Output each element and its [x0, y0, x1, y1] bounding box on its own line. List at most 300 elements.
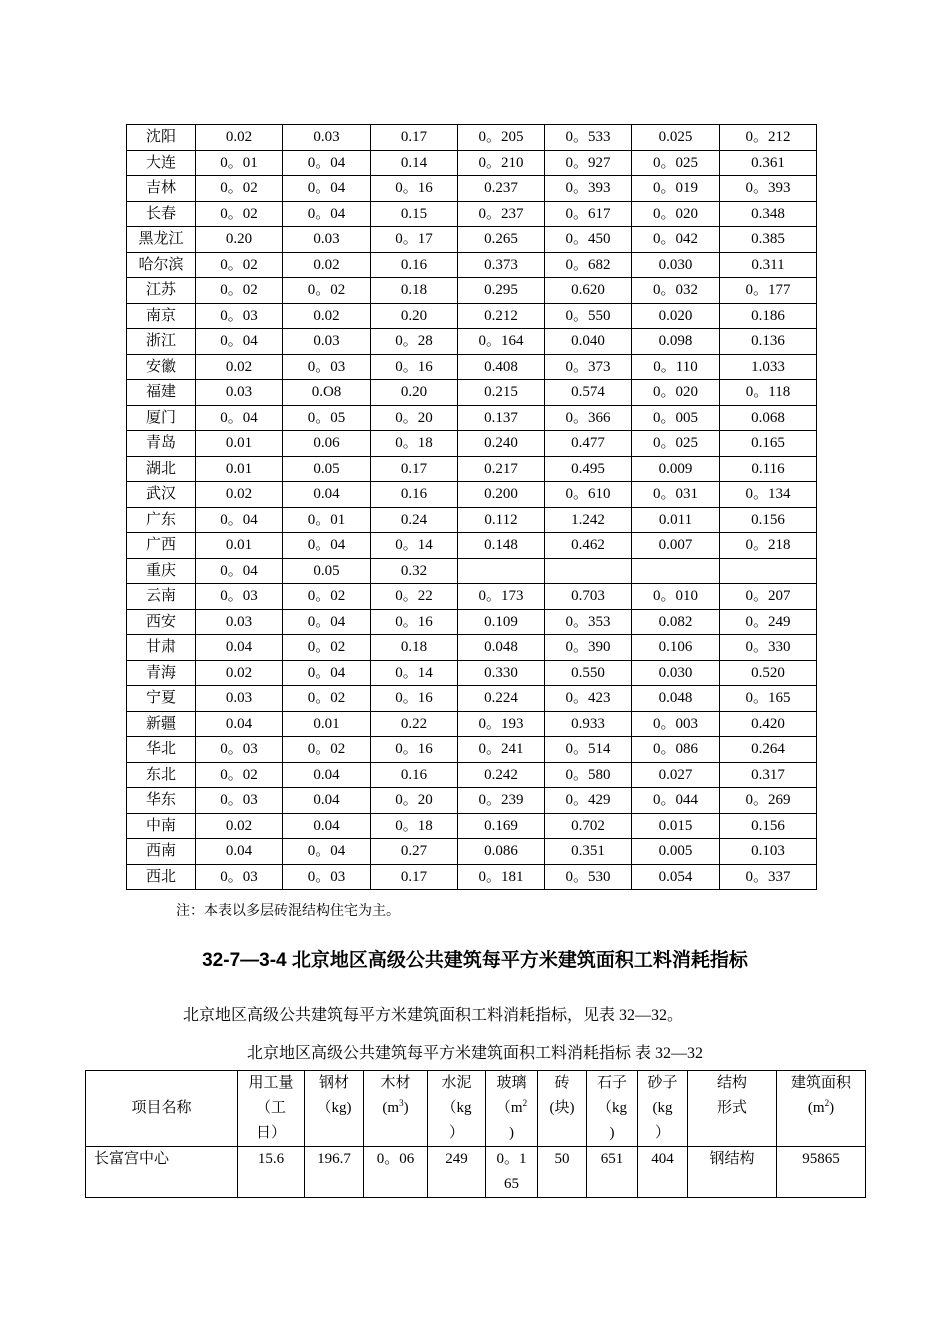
table-row — [86, 1147, 866, 1198]
value-cell: 0.04 — [196, 635, 283, 661]
value-cell: 0。04 — [283, 176, 371, 202]
region-cell: 吉林 — [127, 176, 196, 202]
table-row — [127, 252, 817, 278]
value-cell: 0.03 — [283, 125, 371, 151]
value-cell: 0.385 — [720, 227, 817, 253]
table-row — [127, 762, 817, 788]
table-row — [127, 125, 817, 151]
value-cell: 0。373 — [545, 354, 632, 380]
value-cell: 0。02 — [196, 201, 283, 227]
table-row — [127, 431, 817, 457]
value-cell: 0.02 — [283, 252, 371, 278]
value-cell: 0。02 — [196, 252, 283, 278]
value-cell: 0。20 — [371, 788, 458, 814]
value-cell: 0.02 — [196, 482, 283, 508]
value-cell: 0。330 — [720, 635, 817, 661]
value-cell: 0。14 — [371, 533, 458, 559]
region-cell: 宁夏 — [127, 686, 196, 712]
material-consumption-table — [126, 124, 817, 890]
value-cell: 0.295 — [458, 278, 545, 304]
value-cell: 0.030 — [632, 252, 720, 278]
value-cell: 0.01 — [196, 456, 283, 482]
value-cell: 0。02 — [283, 635, 371, 661]
value-cell: 0.16 — [371, 482, 458, 508]
value-cell: 0.04 — [283, 813, 371, 839]
value-cell: 0。16 — [371, 609, 458, 635]
labor-cell: 15.6 — [238, 1147, 305, 1198]
value-cell: 0.O8 — [283, 380, 371, 406]
value-cell: 0.054 — [632, 864, 720, 890]
region-cell: 浙江 — [127, 329, 196, 355]
value-cell: 0。530 — [545, 864, 632, 890]
value-cell: 0。03 — [283, 354, 371, 380]
value-cell: 0.04 — [283, 762, 371, 788]
value-cell: 0。16 — [371, 354, 458, 380]
value-cell: 0.148 — [458, 533, 545, 559]
value-cell — [458, 558, 545, 584]
value-cell: 0.20 — [196, 227, 283, 253]
value-cell: 0。393 — [720, 176, 817, 202]
table-row — [127, 278, 817, 304]
value-cell: 0.02 — [196, 813, 283, 839]
value-cell: 0.18 — [371, 635, 458, 661]
value-cell: 0。173 — [458, 584, 545, 610]
value-cell: 0。03 — [196, 788, 283, 814]
value-cell: 0。18 — [371, 431, 458, 457]
value-cell: 0.933 — [545, 711, 632, 737]
value-cell: 0.030 — [632, 660, 720, 686]
region-cell: 长春 — [127, 201, 196, 227]
brick-cell: 50 — [538, 1147, 587, 1198]
value-cell: 0.025 — [632, 125, 720, 151]
value-cell: 0.007 — [632, 533, 720, 559]
value-cell: 0。04 — [196, 507, 283, 533]
value-cell: 0。269 — [720, 788, 817, 814]
value-cell: 0.550 — [545, 660, 632, 686]
value-cell: 0。610 — [545, 482, 632, 508]
value-cell: 0。193 — [458, 711, 545, 737]
value-cell: 0.237 — [458, 176, 545, 202]
value-cell: 0.156 — [720, 813, 817, 839]
value-cell: 0.01 — [196, 533, 283, 559]
value-cell: 0。22 — [371, 584, 458, 610]
value-cell: 0.02 — [283, 303, 371, 329]
value-cell: 0.22 — [371, 711, 458, 737]
region-cell: 青海 — [127, 660, 196, 686]
table-row — [127, 150, 817, 176]
beijing-public-building-table — [85, 1070, 866, 1198]
table-row — [127, 686, 817, 712]
value-cell: 0.04 — [283, 482, 371, 508]
value-cell: 0。241 — [458, 737, 545, 763]
value-cell: 0。02 — [196, 762, 283, 788]
value-cell: 0.027 — [632, 762, 720, 788]
value-cell: 0。04 — [283, 201, 371, 227]
value-cell: 0。237 — [458, 201, 545, 227]
region-cell: 西安 — [127, 609, 196, 635]
value-cell: 0。05 — [283, 405, 371, 431]
table-row — [127, 303, 817, 329]
value-cell: 0.04 — [196, 711, 283, 737]
sand-cell: 404 — [638, 1147, 688, 1198]
value-cell: 0.156 — [720, 507, 817, 533]
value-cell: 0。03 — [196, 584, 283, 610]
region-cell: 东北 — [127, 762, 196, 788]
region-cell: 华东 — [127, 788, 196, 814]
value-cell: 0.05 — [283, 558, 371, 584]
table-row — [127, 788, 817, 814]
value-cell: 0.311 — [720, 252, 817, 278]
value-cell: 0.02 — [196, 354, 283, 380]
value-cell: 0。118 — [720, 380, 817, 406]
project-name-cell: 长富宫中心 — [86, 1147, 238, 1198]
value-cell: 0。17 — [371, 227, 458, 253]
value-cell: 0。16 — [371, 737, 458, 763]
value-cell: 0。207 — [720, 584, 817, 610]
table-row — [127, 533, 817, 559]
value-cell: 0。550 — [545, 303, 632, 329]
value-cell: 0.04 — [283, 788, 371, 814]
region-cell: 新疆 — [127, 711, 196, 737]
table-row — [127, 660, 817, 686]
table-row — [127, 737, 817, 763]
value-cell: 0。20 — [371, 405, 458, 431]
table-row — [127, 405, 817, 431]
region-cell: 西南 — [127, 839, 196, 865]
table-row — [127, 201, 817, 227]
value-cell: 0。429 — [545, 788, 632, 814]
value-cell: 0.17 — [371, 125, 458, 151]
value-cell: 0。042 — [632, 227, 720, 253]
value-cell: 0.02 — [196, 125, 283, 151]
header-brick: 砖 (块) — [538, 1071, 587, 1147]
value-cell: 0。032 — [632, 278, 720, 304]
header-sand: 砂子 (kg ） — [638, 1071, 688, 1147]
region-cell: 厦门 — [127, 405, 196, 431]
body-paragraph: 北京地区高级公共建筑每平方米建筑面积工料消耗指标，见表 32—32。 — [183, 1007, 684, 1024]
table-row — [127, 354, 817, 380]
value-cell: 0。927 — [545, 150, 632, 176]
value-cell: 0。205 — [458, 125, 545, 151]
value-cell: 0.03 — [196, 686, 283, 712]
value-cell: 0.18 — [371, 278, 458, 304]
region-cell: 华北 — [127, 737, 196, 763]
value-cell: 0.16 — [371, 252, 458, 278]
value-cell: 0.361 — [720, 150, 817, 176]
value-cell: 0。533 — [545, 125, 632, 151]
value-cell: 0。18 — [371, 813, 458, 839]
value-cell: 0。04 — [283, 150, 371, 176]
value-cell: 0。239 — [458, 788, 545, 814]
value-cell: 0。28 — [371, 329, 458, 355]
value-cell: 0.186 — [720, 303, 817, 329]
value-cell: 0.169 — [458, 813, 545, 839]
value-cell: 0。04 — [283, 660, 371, 686]
table-row — [127, 482, 817, 508]
value-cell: 0。393 — [545, 176, 632, 202]
value-cell: 0.01 — [196, 431, 283, 457]
stone-cell: 651 — [587, 1147, 638, 1198]
section-heading: 32-7—3-4 北京地区高级公共建筑每平方米建筑面积工料消耗指标 — [202, 950, 748, 971]
value-cell: 0.009 — [632, 456, 720, 482]
header-cement: 水泥 （kg ） — [428, 1071, 486, 1147]
header-area: 建筑面积 $(m^2)$ — [777, 1071, 866, 1147]
region-cell: 安徽 — [127, 354, 196, 380]
value-cell: 0。025 — [632, 150, 720, 176]
value-cell: 0.351 — [545, 839, 632, 865]
value-cell: 0.098 — [632, 329, 720, 355]
table-row — [127, 227, 817, 253]
value-cell: 0.373 — [458, 252, 545, 278]
value-cell: 0。04 — [196, 558, 283, 584]
header-glass: 玻璃 （$m^2$ ) — [486, 1071, 538, 1147]
value-cell: 0。617 — [545, 201, 632, 227]
value-cell: 0。01 — [196, 150, 283, 176]
value-cell: 0.462 — [545, 533, 632, 559]
value-cell: 0。02 — [283, 278, 371, 304]
table-row — [127, 839, 817, 865]
value-cell: 0.03 — [283, 227, 371, 253]
value-cell: 0。025 — [632, 431, 720, 457]
value-cell: 1.033 — [720, 354, 817, 380]
value-cell: 0。16 — [371, 176, 458, 202]
value-cell: 0。020 — [632, 201, 720, 227]
region-cell: 广西 — [127, 533, 196, 559]
value-cell: 0.03 — [196, 609, 283, 635]
value-cell: 0.420 — [720, 711, 817, 737]
value-cell: 0。580 — [545, 762, 632, 788]
header-steel: 钢材 （kg) — [305, 1071, 364, 1147]
value-cell: 0。165 — [720, 686, 817, 712]
steel-cell: 196.7 — [305, 1147, 364, 1198]
value-cell: 0。03 — [196, 303, 283, 329]
value-cell: 0.240 — [458, 431, 545, 457]
value-cell: 0.005 — [632, 839, 720, 865]
region-cell: 西北 — [127, 864, 196, 890]
value-cell: 0.02 — [196, 660, 283, 686]
value-cell: 0.264 — [720, 737, 817, 763]
value-cell: 0.265 — [458, 227, 545, 253]
value-cell: 0。03 — [196, 737, 283, 763]
value-cell: 0.17 — [371, 456, 458, 482]
value-cell: 0。03 — [283, 864, 371, 890]
value-cell: 0。005 — [632, 405, 720, 431]
value-cell — [545, 558, 632, 584]
value-cell: 0.04 — [196, 839, 283, 865]
header-project-name: 项目名称 — [86, 1071, 238, 1147]
region-cell: 武汉 — [127, 482, 196, 508]
value-cell: 0.106 — [632, 635, 720, 661]
table-caption: 北京地区高级公共建筑每平方米建筑面积工料消耗指标 表 32—32 — [246, 1045, 703, 1062]
value-cell: 0.20 — [371, 380, 458, 406]
value-cell — [720, 558, 817, 584]
value-cell: 0。212 — [720, 125, 817, 151]
value-cell: 0。682 — [545, 252, 632, 278]
value-cell: 0。02 — [196, 176, 283, 202]
value-cell: 0.317 — [720, 762, 817, 788]
value-cell: 0.136 — [720, 329, 817, 355]
value-cell: 0。181 — [458, 864, 545, 890]
table-row — [127, 329, 817, 355]
header-structure: 结构 形式 — [688, 1071, 777, 1147]
value-cell: 0。249 — [720, 609, 817, 635]
region-cell: 福建 — [127, 380, 196, 406]
region-cell: 大连 — [127, 150, 196, 176]
value-cell: 0.348 — [720, 201, 817, 227]
value-cell: 0。04 — [283, 609, 371, 635]
value-cell: 0。134 — [720, 482, 817, 508]
value-cell: 0。353 — [545, 609, 632, 635]
value-cell: 0.200 — [458, 482, 545, 508]
region-cell: 甘肃 — [127, 635, 196, 661]
region-cell: 中南 — [127, 813, 196, 839]
value-cell: 0.520 — [720, 660, 817, 686]
value-cell: 0。366 — [545, 405, 632, 431]
value-cell: 0.040 — [545, 329, 632, 355]
region-cell: 湖北 — [127, 456, 196, 482]
region-cell: 黑龙江 — [127, 227, 196, 253]
value-cell: 0.620 — [545, 278, 632, 304]
table-row — [127, 813, 817, 839]
table-row — [127, 609, 817, 635]
value-cell: 0。16 — [371, 686, 458, 712]
value-cell: 0。086 — [632, 737, 720, 763]
value-cell: 0.27 — [371, 839, 458, 865]
table-row — [127, 380, 817, 406]
value-cell: 0.048 — [458, 635, 545, 661]
value-cell: 0。337 — [720, 864, 817, 890]
value-cell: 0.103 — [720, 839, 817, 865]
value-cell: 0.01 — [283, 711, 371, 737]
region-cell: 云南 — [127, 584, 196, 610]
value-cell: 0。03 — [196, 864, 283, 890]
table-row — [127, 635, 817, 661]
value-cell: 0。02 — [283, 584, 371, 610]
region-cell: 南京 — [127, 303, 196, 329]
value-cell: 0。010 — [632, 584, 720, 610]
value-cell: 0.477 — [545, 431, 632, 457]
wood-cell: 0。06 — [364, 1147, 428, 1198]
value-cell: 0.03 — [196, 380, 283, 406]
region-cell: 青岛 — [127, 431, 196, 457]
value-cell: 0.109 — [458, 609, 545, 635]
value-cell: 0.15 — [371, 201, 458, 227]
header-stone: 石子 （kg ) — [587, 1071, 638, 1147]
value-cell: 0.215 — [458, 380, 545, 406]
region-cell: 哈尔滨 — [127, 252, 196, 278]
glass-cell: 0。1 65 — [486, 1147, 538, 1198]
value-cell: 0.137 — [458, 405, 545, 431]
header-wood: 木材 $(m^3)$ — [364, 1071, 428, 1147]
region-cell: 沈阳 — [127, 125, 196, 151]
value-cell: 0.217 — [458, 456, 545, 482]
value-cell: 1.242 — [545, 507, 632, 533]
value-cell: 0.082 — [632, 609, 720, 635]
value-cell: 0。02 — [283, 737, 371, 763]
value-cell: 0.330 — [458, 660, 545, 686]
value-cell: 0。210 — [458, 150, 545, 176]
table-row — [127, 507, 817, 533]
value-cell: 0。450 — [545, 227, 632, 253]
table-row — [127, 456, 817, 482]
value-cell: 0.212 — [458, 303, 545, 329]
value-cell: 0。514 — [545, 737, 632, 763]
value-cell: 0。019 — [632, 176, 720, 202]
region-cell: 江苏 — [127, 278, 196, 304]
value-cell: 0.020 — [632, 303, 720, 329]
value-cell: 0.086 — [458, 839, 545, 865]
value-cell: 0.068 — [720, 405, 817, 431]
value-cell: 0。390 — [545, 635, 632, 661]
value-cell: 0.242 — [458, 762, 545, 788]
value-cell: 0。02 — [196, 278, 283, 304]
value-cell: 0。14 — [371, 660, 458, 686]
value-cell: 0.05 — [283, 456, 371, 482]
value-cell: 0。04 — [196, 405, 283, 431]
value-cell: 0.703 — [545, 584, 632, 610]
value-cell: 0。003 — [632, 711, 720, 737]
value-cell: 0.224 — [458, 686, 545, 712]
value-cell: 0.03 — [283, 329, 371, 355]
value-cell: 0。044 — [632, 788, 720, 814]
region-cell: 重庆 — [127, 558, 196, 584]
value-cell: 0.20 — [371, 303, 458, 329]
value-cell: 0.574 — [545, 380, 632, 406]
value-cell — [632, 558, 720, 584]
value-cell: 0.408 — [458, 354, 545, 380]
value-cell: 0。01 — [283, 507, 371, 533]
value-cell: 0。164 — [458, 329, 545, 355]
value-cell: 0.06 — [283, 431, 371, 457]
table-note: 注：本表以多层砖混结构住宅为主。 — [176, 904, 400, 919]
value-cell: 0。04 — [283, 839, 371, 865]
value-cell: 0.14 — [371, 150, 458, 176]
structure-cell: 钢结构 — [688, 1147, 777, 1198]
table-row — [127, 711, 817, 737]
region-cell: 广东 — [127, 507, 196, 533]
cement-cell: 249 — [428, 1147, 486, 1198]
value-cell: 0。04 — [196, 329, 283, 355]
value-cell: 0.015 — [632, 813, 720, 839]
value-cell: 0。218 — [720, 533, 817, 559]
table-row — [127, 584, 817, 610]
table-row — [127, 558, 817, 584]
value-cell: 0.495 — [545, 456, 632, 482]
value-cell: 0。04 — [283, 533, 371, 559]
value-cell: 0.32 — [371, 558, 458, 584]
table-row — [127, 176, 817, 202]
table-row — [127, 864, 817, 890]
value-cell: 0。020 — [632, 380, 720, 406]
area-cell: 95865 — [777, 1147, 866, 1198]
value-cell: 0.116 — [720, 456, 817, 482]
value-cell: 0.011 — [632, 507, 720, 533]
value-cell: 0.048 — [632, 686, 720, 712]
value-cell: 0.165 — [720, 431, 817, 457]
value-cell: 0。177 — [720, 278, 817, 304]
value-cell: 0。02 — [283, 686, 371, 712]
value-cell: 0。423 — [545, 686, 632, 712]
value-cell: 0.112 — [458, 507, 545, 533]
value-cell: 0。110 — [632, 354, 720, 380]
header-labor: 用工量 （工 日） — [238, 1071, 305, 1147]
value-cell: 0.17 — [371, 864, 458, 890]
value-cell: 0。031 — [632, 482, 720, 508]
value-cell: 0.24 — [371, 507, 458, 533]
header-row — [86, 1071, 866, 1147]
value-cell: 0.16 — [371, 762, 458, 788]
value-cell: 0.702 — [545, 813, 632, 839]
